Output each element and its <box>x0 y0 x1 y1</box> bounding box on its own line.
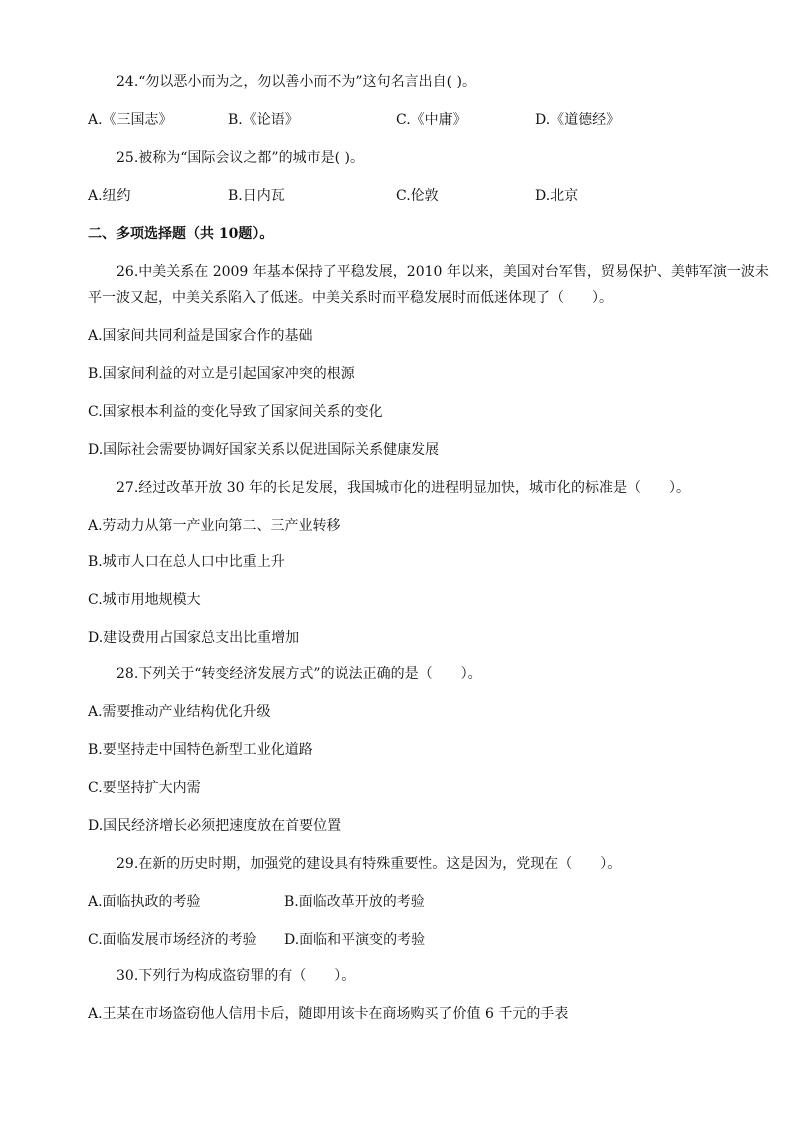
question-30-stem: 30.下列行为构成盗窃罪的有（ ）。 <box>116 968 356 984</box>
question-25-option-d: D.北京 <box>535 188 579 204</box>
question-29-option-d: D.面临和平演变的考验 <box>284 932 426 948</box>
section-heading: 二、多项选择题（共 10题）。 <box>88 226 274 242</box>
question-29-option-a: A.面临执政的考验 <box>88 894 201 910</box>
question-30-option-a: A.王某在市场盗窃他人信用卡后，随即用该卡在商场购买了价值 6 千元的手表 <box>88 1006 569 1022</box>
question-25-option-a: A.纽约 <box>88 188 131 204</box>
question-27-option-c: C.城市用地规模大 <box>88 592 201 608</box>
question-26-option-d: D.国际社会需要协调好国家关系以促进国际关系健康发展 <box>88 442 440 458</box>
question-26-stem-line-2: 平一波又起，中美关系陷入了低迷。中美关系时而平稳发展时而低迷体现了（ ）。 <box>88 290 613 306</box>
question-24-option-b: B.《论语》 <box>228 112 299 128</box>
question-27-stem: 27.经过改革开放 30 年的长足发展，我国城市化的进程明显加快，城市化的标准是（ ）。 <box>116 480 690 496</box>
question-28-stem: 28.下列关于“转变经济发展方式”的说法正确的是（ ）。 <box>116 666 482 682</box>
question-26-stem-line-1: 26.中美关系在 2009 年基本保持了平稳发展，2010 年以来，美国对台军售，贸易保护、美韩军演一波未 <box>116 264 769 280</box>
question-27-option-b: B.城市人口在总人口中比重上升 <box>88 554 285 570</box>
question-26-option-a: A.国家间共同利益是国家合作的基础 <box>88 328 313 344</box>
question-25-option-b: B.日内瓦 <box>228 188 285 204</box>
question-26-option-b: B.国家间利益的对立是引起国家冲突的根源 <box>88 366 355 382</box>
question-24-option-d: D.《道德经》 <box>535 112 621 128</box>
question-27-option-a: A.劳动力从第一产业向第二、三产业转移 <box>88 518 341 534</box>
question-28-option-d: D.国民经济增长必须把速度放在首要位置 <box>88 818 342 834</box>
question-24-stem: 24.“勿以恶小而为之，勿以善小而不为”这句名言出自( )。 <box>116 74 476 90</box>
question-24-option-c: C.《中庸》 <box>396 112 467 128</box>
question-26-option-c: C.国家根本利益的变化导致了国家间关系的变化 <box>88 404 383 420</box>
question-29-stem: 29.在新的历史时期，加强党的建设具有特殊重要性。这是因为，党现在（ ）。 <box>116 856 622 872</box>
question-28-option-a: A.需要推动产业结构优化升级 <box>88 704 271 720</box>
question-28-option-b: B.要坚持走中国特色新型工业化道路 <box>88 742 313 758</box>
question-29-option-b: B.面临改革开放的考验 <box>284 894 425 910</box>
question-28-option-c: C.要坚持扩大内需 <box>88 780 201 796</box>
question-27-option-d: D.建设费用占国家总支出比重增加 <box>88 630 300 646</box>
question-25-stem: 25.被称为“国际会议之都”的城市是( )。 <box>116 150 364 166</box>
question-25-option-c: C.伦敦 <box>396 188 439 204</box>
question-29-option-c: C.面临发展市场经济的考验 <box>88 932 257 948</box>
question-24-option-a: A.《三国志》 <box>88 112 173 128</box>
